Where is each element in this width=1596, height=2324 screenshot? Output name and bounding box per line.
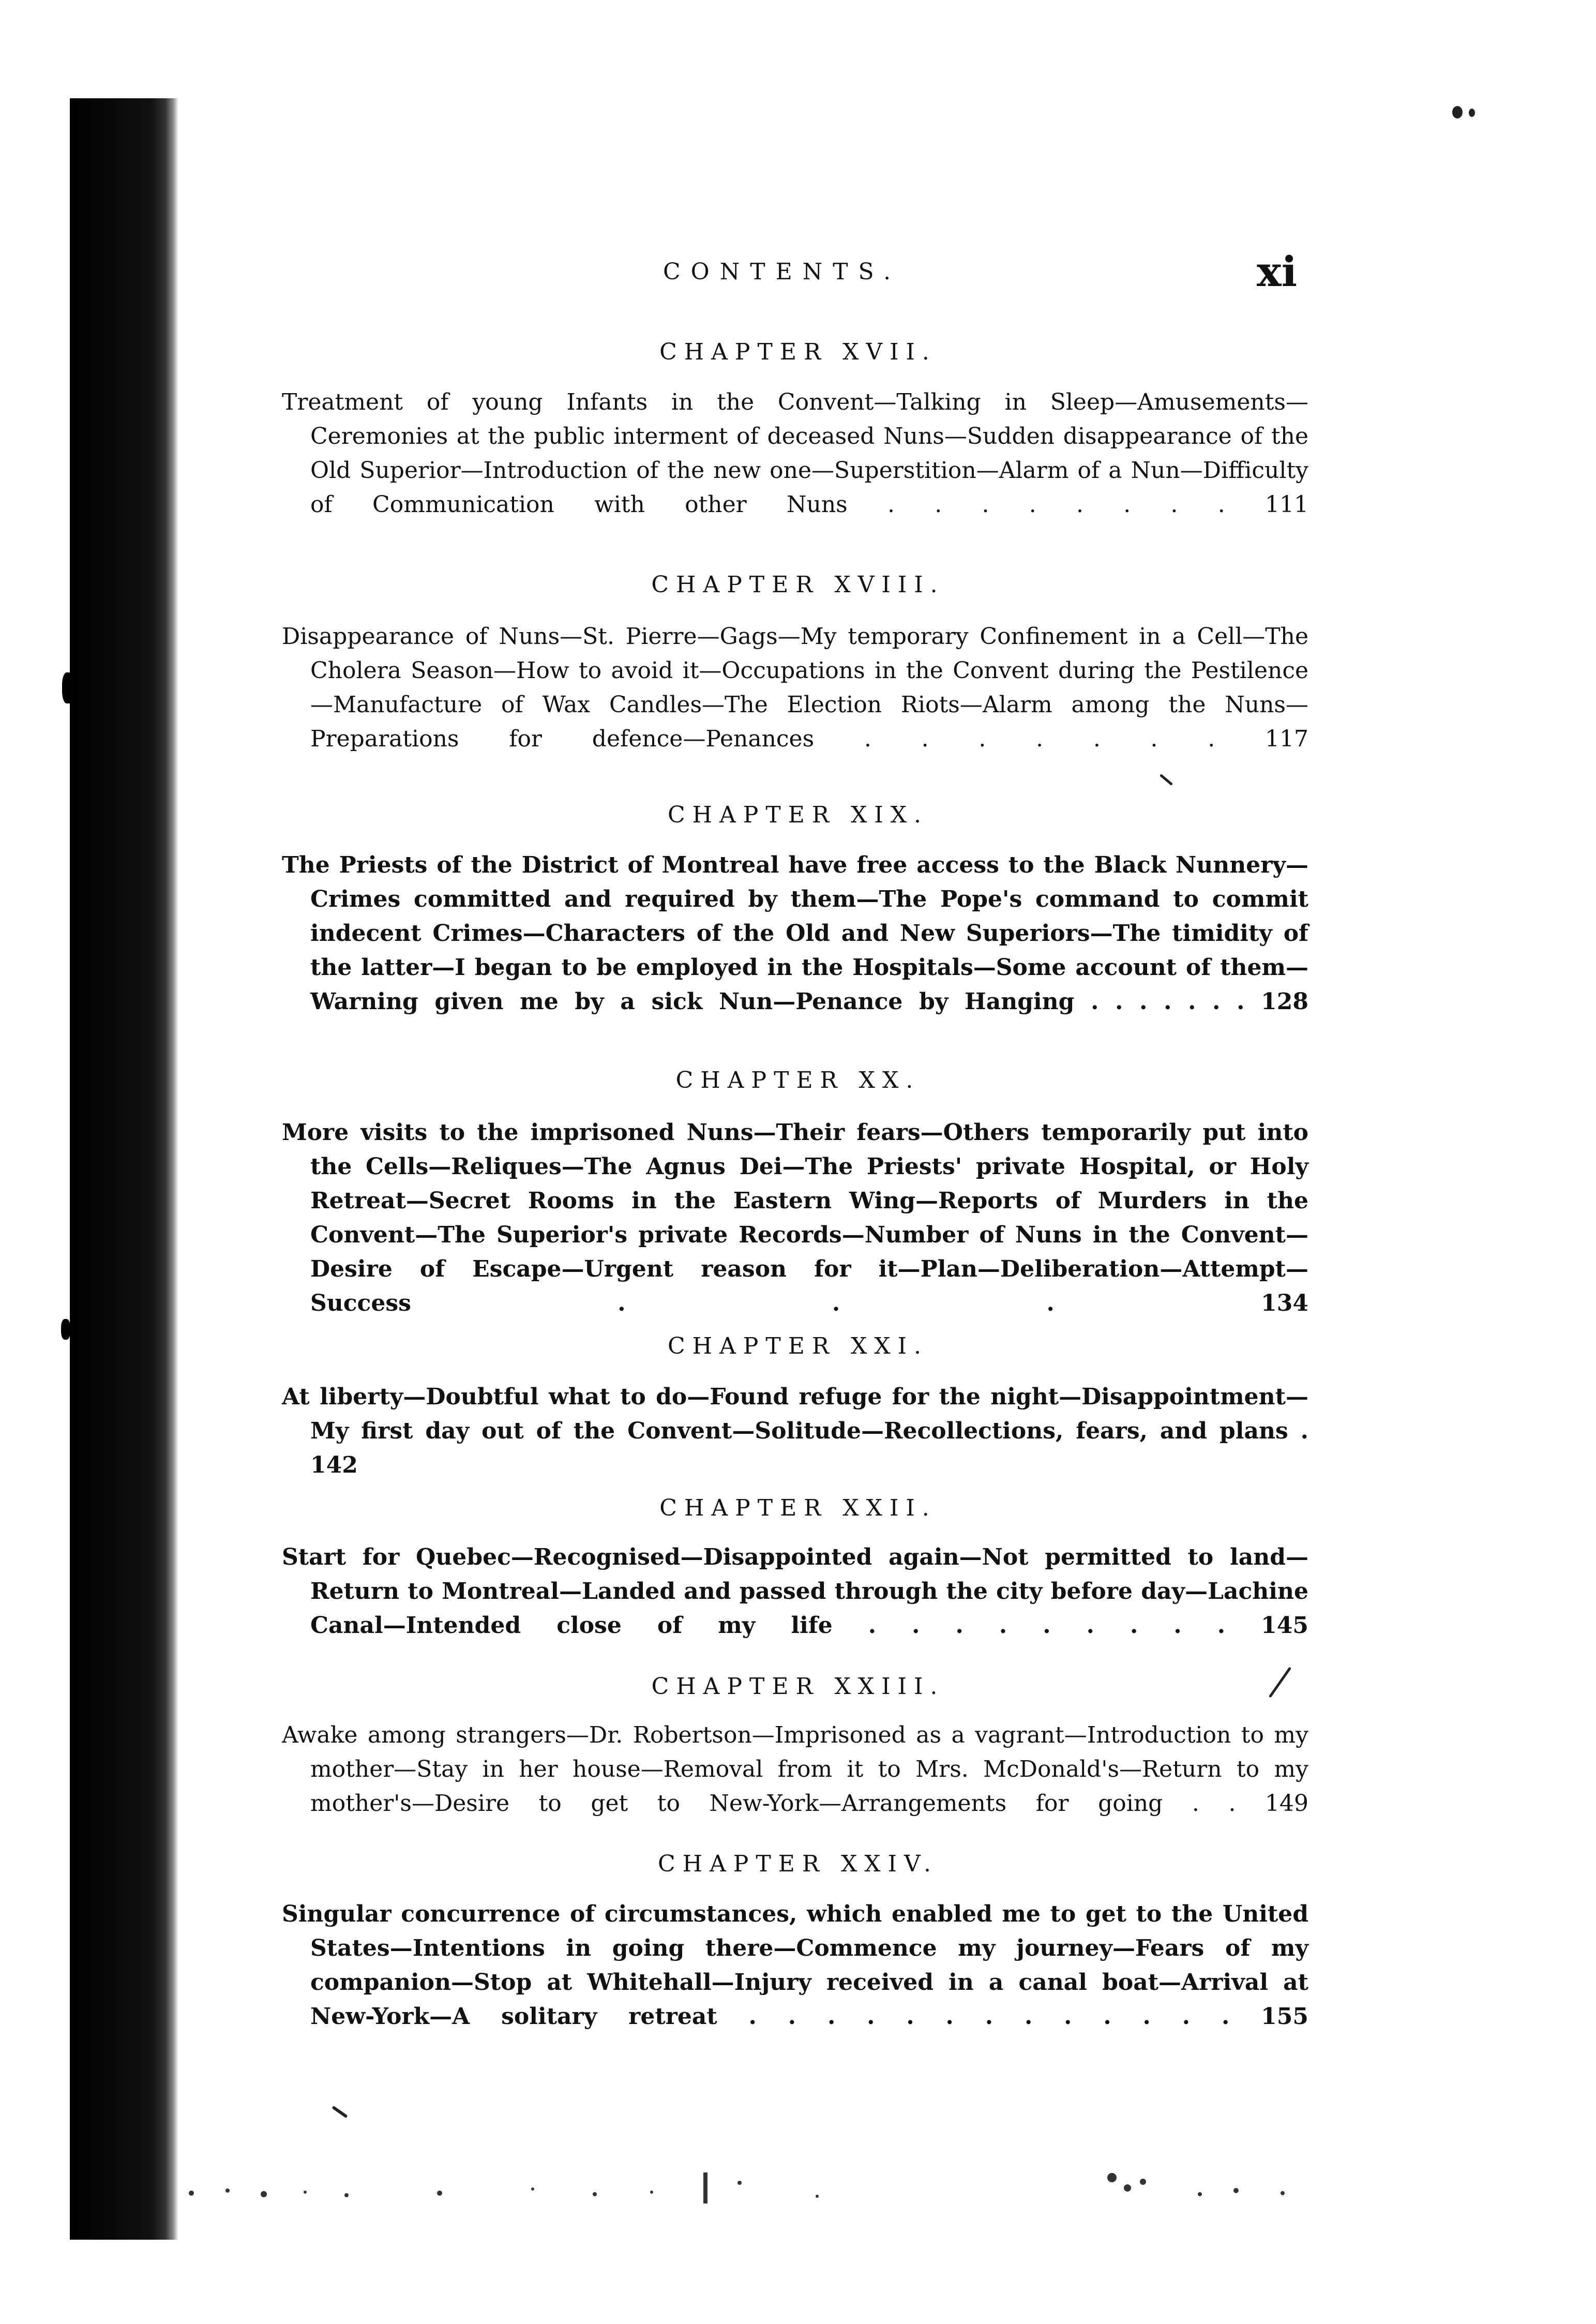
chapter-heading: CHAPTER XIX.	[667, 802, 928, 828]
book-binding-shadow	[70, 98, 178, 2240]
chapter-summary: Singular concurrence of circumstances, which enabled me to get to the United States—Intentions in going there—Commence my journey—Fears of my companion—Stop at Whitehall—Injury received in a canal boat—Arrival at New-York—A solitary retreat . . . . . . . . . . . . . 155	[282, 1901, 1308, 2030]
chapter-heading: CHAPTER XXII.	[659, 1495, 937, 1521]
chapter-heading: CHAPTER XXIV.	[657, 1851, 939, 1877]
chapter-summary: At liberty—Doubtful what to do—Found refuge for the night—Disappointment—My first day out of the Convent—Solitude—Recollections, fears, and plans . 142	[282, 1384, 1308, 1478]
chapter-heading: CHAPTER XXIII.	[651, 1673, 945, 1700]
binding-speck	[62, 672, 73, 703]
scan-speck	[1452, 106, 1463, 118]
running-head: CONTENTS.	[663, 259, 901, 285]
chapter-heading: CHAPTER XVII.	[659, 339, 937, 365]
chapter-summary: Awake among strangers—Dr. Robertson—Imprisoned as a vagrant—Introduction to my mother—Stay in her house—Removal from it to Mrs. McDonald's—Return to my mother's—Desire to get to New-York—Arrangements for going . . 149	[282, 1722, 1308, 1817]
chapter-heading: CHAPTER XXI.	[667, 1333, 928, 1359]
chapter-summary: Disappearance of Nuns—St. Pierre—Gags—My temporary Confinement in a Cell—The Cholera Season—How to avoid it—Occupations in the Convent during the Pestilence—Manufacture of Wax Candles—The Election Riots—Alarm among the Nuns—Preparations for defence—Penances . . . . . . . 117	[282, 623, 1308, 752]
scan-speck	[1160, 774, 1173, 786]
page-number: xi	[1257, 247, 1298, 296]
scan-noise	[171, 2162, 1334, 2209]
scan-speck	[1469, 109, 1475, 117]
chapter-summary: The Priests of the District of Montreal have free access to the Black Nunnery—Crimes committed and required by them—The Pope's command to commit indecent Crimes—Characters of the Old and New Superiors—The timidity of the latter—I began to be employed in the Hospitals—Some account of them—Warning given me by a sick Nun—Penance by Hanging . . . . . . . 128	[282, 852, 1308, 1015]
chapter-summary: Treatment of young Infants in the Convent—Talking in Sleep—Amusements—Ceremonies at the public interment of deceased Nuns—Sudden disappearance of the Old Superior—Introduction of the new one—Superstition—Alarm of a Nun—Difficulty of Communication with other Nuns . . . . . . . . 111	[282, 389, 1308, 518]
scan-speck	[332, 2106, 348, 2118]
chapter-heading: CHAPTER XVIII.	[651, 572, 945, 598]
chapter-summary: More visits to the imprisoned Nuns—Their fears—Others temporarily put into the Cells—Reliques—The Agnus Dei—The Priests' private Hospital, or Holy Retreat—Secret Rooms in the Eastern Wing—Reports of Murders in the Convent—The Superior's private Records—Number of Nuns in the Convent—Desire of Escape—Urgent reason for it—Plan—Deliberation—Attempt—Success . . . 134	[282, 1119, 1308, 1316]
chapter-summary: Start for Quebec—Recognised—Disappointed again—Not permitted to land—Return to Montreal—Landed and passed through the city before day—Lachine Canal—Intended close of my life . . . . . . . . . 145	[282, 1544, 1308, 1639]
chapter-heading: CHAPTER XX.	[675, 1067, 921, 1093]
